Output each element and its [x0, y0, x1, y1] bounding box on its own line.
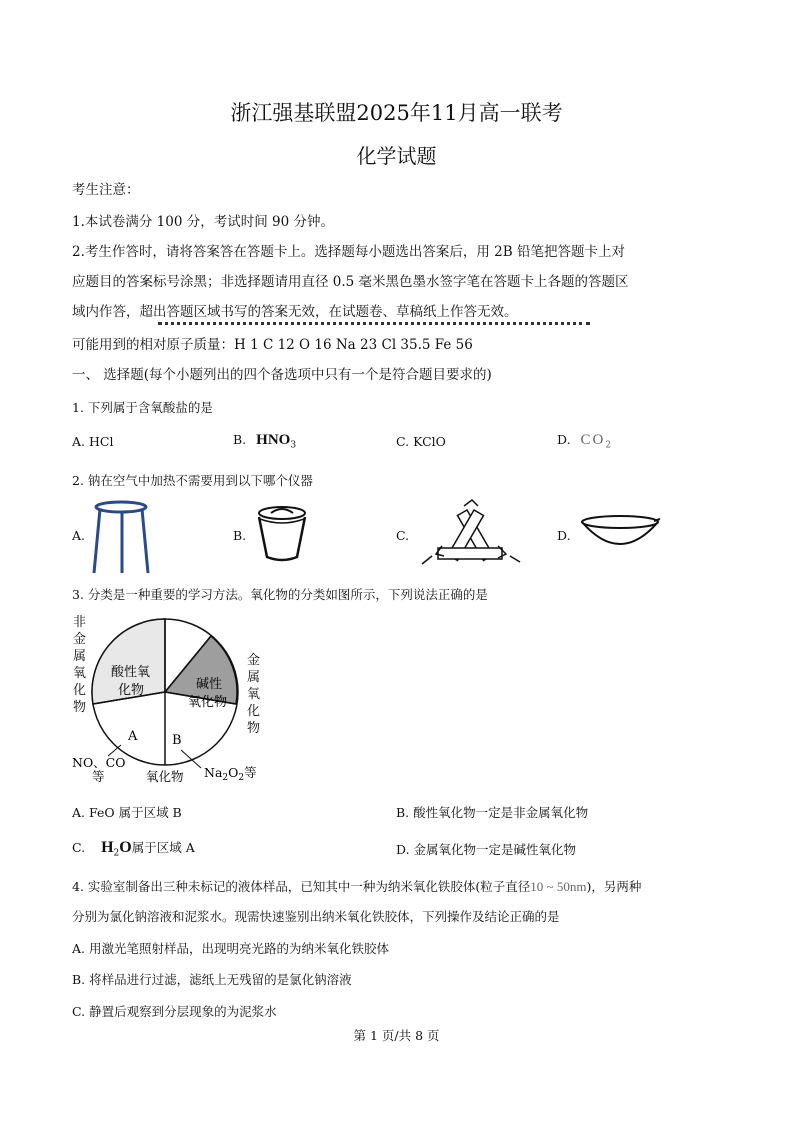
q3-option-c-formula-sub: 2: [113, 848, 120, 859]
acidic-oxide-label-1: 酸性氧: [111, 665, 151, 680]
question-3-stem: 3. 分类是一种重要的学习方法。氧化物的分类如图所示，下列说法正确的是: [72, 587, 488, 602]
tripod-stand-image: [92, 497, 150, 575]
oxide-classification-diagram: [66, 608, 276, 788]
no-co-label: NO、CO: [72, 755, 126, 770]
q1-option-d: [557, 432, 611, 451]
na2o2-sub-1: 2: [222, 773, 229, 783]
atomic-masses: 可能用到的相对原子质量：H 1 C 12 O 16 Na 23 Cl 35.5 Fe 56: [72, 337, 473, 353]
notice-item-2-line-2: 应题目的答案标号涂黑；非选择题请用直径 0.5 毫米黑色墨水签字笔在答题卡上各题的答题区: [72, 274, 629, 290]
region-a-label: A: [128, 729, 138, 744]
q3-option-a: A. FeO 属于区域 B: [72, 805, 182, 820]
left-label-char: 氧: [73, 666, 87, 681]
na2o2-sub-2: 2: [238, 773, 245, 783]
na2o2-o: O: [228, 765, 239, 780]
q2-option-c: C.: [396, 528, 410, 543]
emphasis-dots: [158, 322, 590, 325]
crucible-image: [256, 505, 308, 563]
q2-option-a: A.: [72, 528, 86, 543]
question-2-stem: 2. 钠在空气中加热不需要用到以下哪个仪器: [72, 473, 313, 488]
section-heading: 一、 选择题(每个小题列出的四个备选项中只有一个是符合题目要求的): [72, 367, 492, 383]
deng-label-1: 等: [92, 769, 105, 784]
q1-option-b: [233, 432, 296, 451]
deng-label-2: 等: [244, 765, 257, 780]
notice-item-1: 1.本试卷满分 100 分，考试时间 90 分钟。: [72, 214, 334, 230]
q3-option-c-suffix: 属于区域 A: [131, 840, 195, 855]
na2o2-label: [204, 765, 257, 783]
q1-option-b-subscript: 3: [290, 440, 297, 451]
right-label-char: 金: [247, 653, 261, 668]
region-b-label: B: [172, 733, 182, 748]
exam-title: 浙江强基联盟2025年11月高一联考: [230, 101, 563, 125]
left-label-char: 化: [73, 683, 87, 698]
notice-item-2-line-3: [72, 300, 518, 320]
q1-option-b-label: B.: [233, 432, 247, 447]
q2-option-d: D.: [557, 528, 571, 543]
q1-option-c: C. KClO: [396, 434, 446, 449]
q4-option-b: B. 将样品进行过滤，滤纸上无残留的是氯化钠溶液: [72, 972, 352, 987]
q3-option-c: [72, 838, 195, 859]
right-label-char: 属: [247, 670, 261, 685]
q1-option-d-formula: CO: [580, 432, 606, 448]
q4-stem-part-1: 4. 实验室制备出三种未标记的液体样品，已知其中一种为纳米氧化铁胶体(粒子直径: [72, 879, 531, 894]
q4-option-c: C. 静置后观察到分层现象的为泥浆水: [72, 1004, 277, 1019]
right-label-char: 氧: [247, 687, 261, 702]
subject-title: 化学试题: [356, 144, 437, 168]
q3-option-c-formula-o: O: [119, 839, 132, 856]
q2-option-b: B.: [233, 528, 247, 543]
left-label-char: 属: [73, 649, 87, 664]
page-number: 第 1 页/共 8 页: [353, 1028, 440, 1043]
right-label-char: 化: [247, 704, 261, 719]
q1-option-d-label: D.: [557, 432, 571, 447]
left-label-char: 非: [73, 615, 87, 630]
notice-item-2-line-1: 2.考生作答时，请将答案答在答题卡上。选择题每小题选出答案后，用 2B 铅笔把答题卡上对: [72, 244, 625, 260]
q4-stem-part-2: )，另两种: [586, 879, 642, 894]
q3-option-b: B. 酸性氧化物一定是非金属氧化物: [396, 805, 589, 820]
question-1-stem: 1. 下列属于含氧酸盐的是: [72, 400, 213, 415]
right-label-char: 物: [247, 721, 261, 736]
basic-oxide-label-1: 碱性: [196, 677, 223, 692]
q4-option-a: A. 用激光笔照射样品，出现明亮光路的为纳米氧化铁胶体: [72, 941, 389, 956]
clay-triangle-image: [420, 498, 522, 570]
na2o2-na: Na: [204, 765, 223, 780]
q4-particle-range: 10 ~ 50nm: [530, 879, 587, 894]
evaporating-dish-image: [580, 514, 662, 550]
q3-option-d: D. 金属氧化物一定是碱性氧化物: [396, 842, 577, 857]
basic-oxide-label-2: 氧化物: [188, 695, 228, 710]
notice-item-2-line-3-text: 域内作答，超出答题区域书写的答案无效，在试题卷、草稿纸上作答无效。: [72, 304, 518, 320]
q3-option-c-label: C.: [72, 840, 86, 855]
q1-option-d-subscript: 2: [605, 440, 612, 451]
left-label-char: 金: [73, 632, 87, 647]
notice-heading: 考生注意：: [72, 182, 140, 198]
question-4-line-1: [72, 877, 641, 895]
oxide-label: 氧化物: [146, 769, 184, 784]
question-4-line-2: 分别为氯化钠溶液和泥浆水。现需快速鉴别出纳米氧化铁胶体，下列操作及结论正确的是: [72, 909, 560, 924]
q3-option-c-formula-h: H: [101, 839, 114, 856]
acidic-oxide-label-2: 化物: [118, 683, 145, 698]
q1-option-b-formula: HNO: [256, 432, 291, 448]
left-label-char: 物: [73, 700, 87, 715]
q1-option-a: A. HCl: [72, 434, 114, 449]
